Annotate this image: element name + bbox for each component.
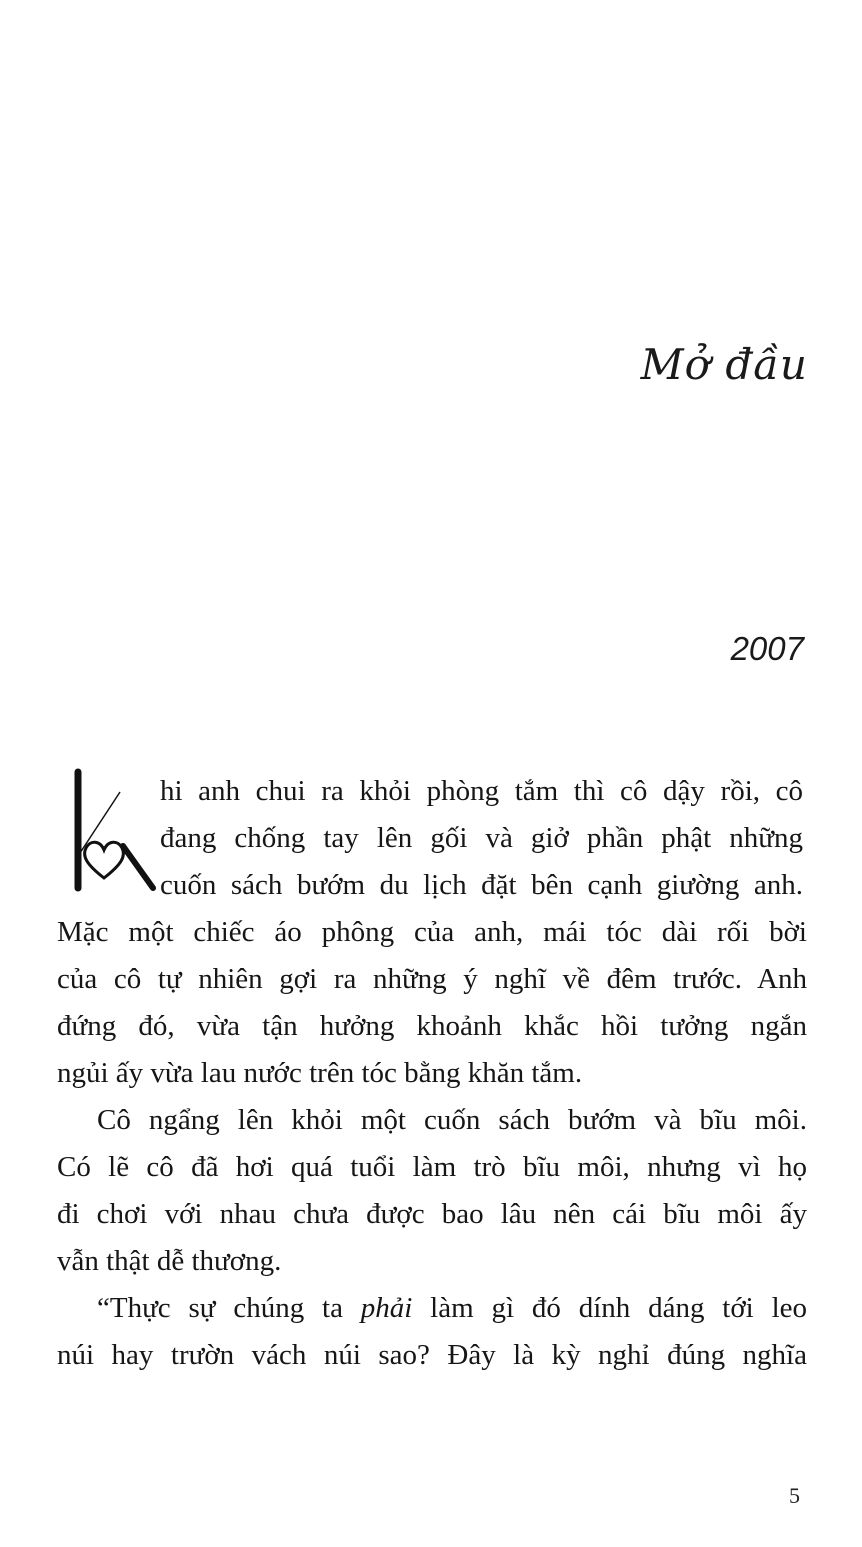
chapter-year: 2007 (730, 630, 804, 667)
heart-icon (85, 842, 124, 878)
page-number: 5 (789, 1483, 800, 1508)
text-line: Cô ngẩng lên khỏi một cuốn sách bướm và bĩu môi. (97, 1104, 807, 1136)
text-line: đứng đó, vừa tận hưởng khoảnh khắc hồi tưởng ngắn (57, 1010, 807, 1042)
text-line: của cô tự nhiên gợi ra những ý nghĩ về đêm trước. Anh (57, 963, 807, 995)
text-line: đang chống tay lên gối và giở phần phật những (160, 822, 803, 854)
text-span: làm gì đó dính dáng tới leo (412, 1292, 807, 1324)
text-line: vẫn thật dễ thương. (57, 1245, 282, 1277)
body-text (57, 909, 807, 1379)
text-line (57, 1285, 807, 1332)
emphasis-word: phải (360, 1292, 413, 1324)
chapter-title: Mở đầu (640, 340, 808, 389)
text-line: ngủi ấy vừa lau nước trên tóc bằng khăn tắm. (57, 1057, 583, 1089)
drop-cap (68, 768, 158, 892)
text-line: Có lẽ cô đã hơi quá tuổi làm trò bĩu môi, nhưng vì họ (57, 1151, 807, 1183)
text-line: núi hay trườn vách núi sao? Đây là kỳ nghỉ đúng nghĩa (57, 1339, 807, 1371)
text-line: cuốn sách bướm du lịch đặt bên cạnh giường anh. (160, 869, 803, 901)
first-paragraph-opening (160, 768, 803, 909)
text-line: đi chơi với nhau chưa được bao lâu nên cái bĩu môi ấy (57, 1198, 807, 1230)
text-line: Mặc một chiếc áo phông của anh, mái tóc dài rối bời (57, 916, 807, 948)
text-line: hi anh chui ra khỏi phòng tắm thì cô dậy rồi, cô (160, 775, 803, 807)
text-span: “Thực sự chúng ta (97, 1292, 361, 1324)
